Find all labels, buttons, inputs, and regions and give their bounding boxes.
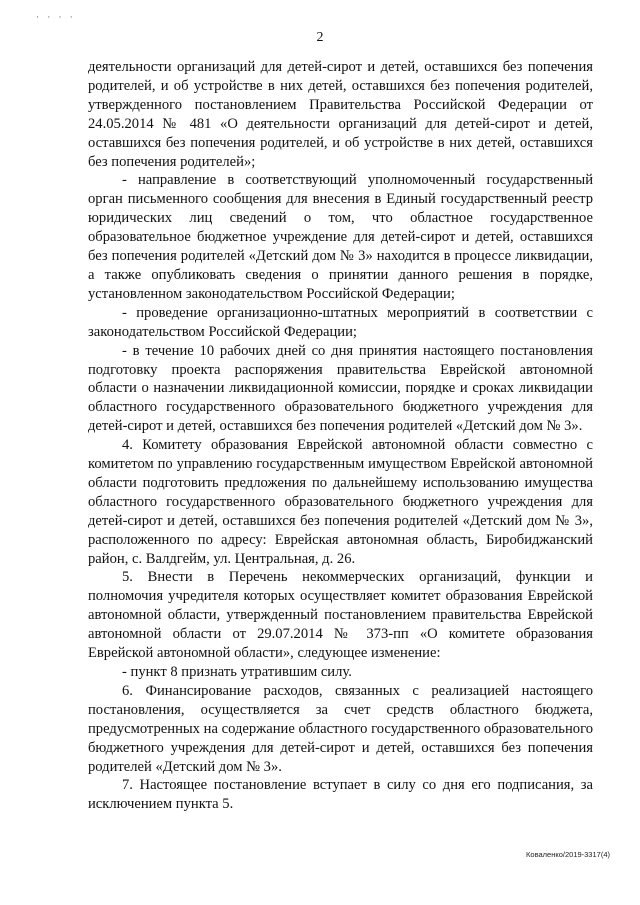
paragraph-continuation: деятельности организаций для детей-сирот и детей, оставшихся без попечения родителей, и об устройстве в них детей, оставшихся без попечения родителей, утвержденного постановлением Правительства Российской Федерации от 24.05.2014 № 481 «О деятельности организаций для детей-сирот и детей, оставшихся без попечения родителей, и об устройстве в них детей, оставшихся без попечения родителей»; bbox=[88, 59, 593, 170]
paragraph-item-6: 6. Финансирование расходов, связанных с реализацией настоящего постановления, осуществляется за счет средств областного бюджета, предусмотренных на содержание областного государственного образовательного бюджетного учреждения для детей-сирот и детей, оставшихся без попечения родителей «Детский дом № 3». bbox=[88, 682, 593, 775]
paragraph-item-4: 4. Комитету образования Еврейской автономной области совместно с комитетом по управлению государственным имуществом Еврейской автономной области подготовить предложения по дальнейшему использованию имущества областного государственного образовательного бюджетного учреждения для детей-сирот и детей, оставшихся без попечения родителей «Детский дом № 3», расположенного по адресу: Еврейская автономная область, Биробиджанский район, с. Валдгейм, ул. Центральная, д. 26. bbox=[88, 437, 593, 567]
page-number: 2 bbox=[316, 30, 324, 45]
document-body bbox=[88, 58, 593, 814]
paragraph-item-5-change: - пункт 8 признать утратившим силу. bbox=[122, 664, 352, 680]
paragraph-liquidation-commission: - в течение 10 рабочих дней со дня принятия настоящего постановления подготовку проекта распоряжения правительства Еврейской автономной области о назначении ликвидационной комиссии, порядке и сроках ликвидации областного государственного образовательного бюджетного учреждения для детей-сирот и детей, оставшихся без попечения родителей «Детский дом № 3». bbox=[88, 342, 593, 435]
paragraph-registry-notice: - направление в соответствующий уполномоченный государственный орган письменного сообщения для внесения в Единый государственный реестр юридических лиц сведений о том, что областное государственное образовательное бюджетное учреждение для детей-сирот и детей, оставшихся без попечения родителей «Детский дом № 3» находится в процессе ликвидации, а также опубликовать сведения о принятии данного решения в порядке, установленном законодательством Российской Федерации; bbox=[88, 172, 593, 302]
paragraph-item-5: 5. Внести в Перечень некоммерческих организаций, функции и полномочия учредителя которых осуществляет комитет образования Еврейской автономной области, утвержденный постановлением правительства Еврейской автономной области от 29.07.2014 № 373-пп «О комитете образования Еврейской автономной области», следующее изменение: bbox=[88, 569, 593, 662]
footer-code: Коваленко/2019-3317(4) bbox=[526, 850, 610, 859]
paragraph-item-7: 7. Настоящее постановление вступает в силу со дня его подписания, за исключением пункта 5. bbox=[88, 777, 593, 813]
scan-mark: · · · · bbox=[36, 12, 76, 22]
paragraph-staffing-measures: - проведение организационно-штатных мероприятий в соответствии с законодательством Российской Федерации; bbox=[88, 304, 593, 340]
